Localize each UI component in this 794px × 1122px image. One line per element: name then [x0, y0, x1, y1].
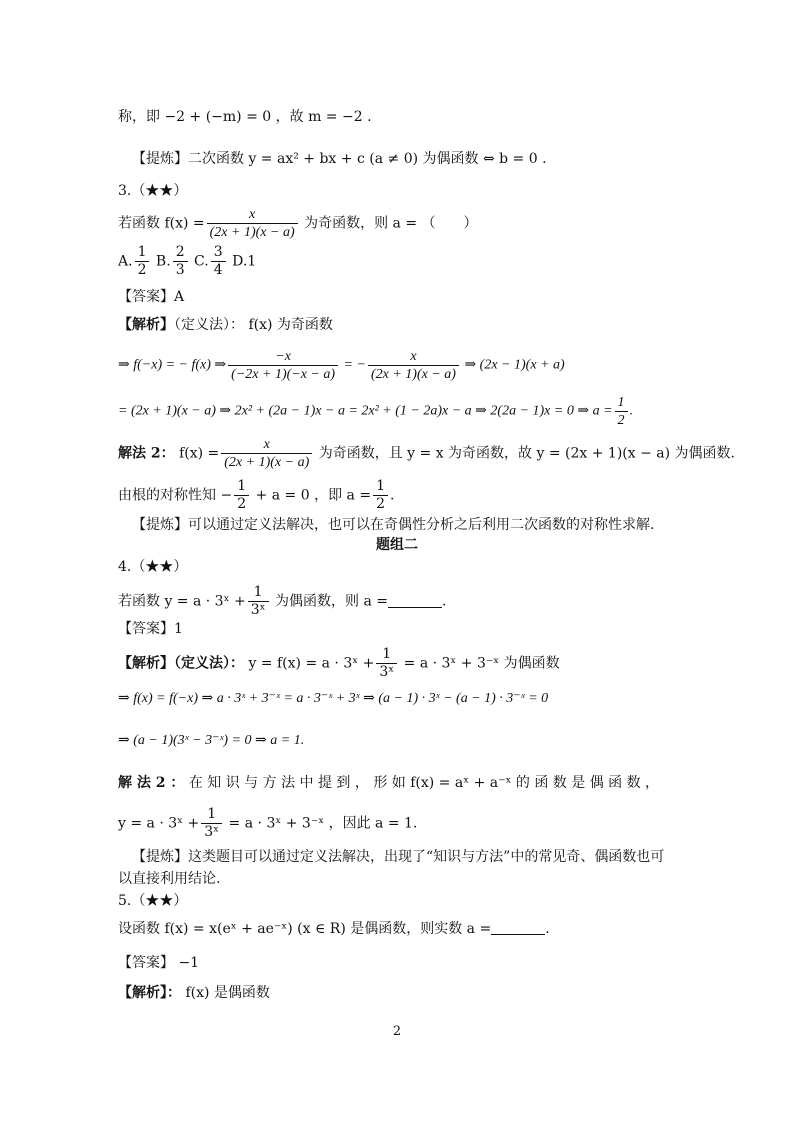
- answer-line: 【答案】A: [118, 289, 185, 305]
- numerator: 2: [173, 244, 188, 262]
- fraction: [234, 478, 249, 513]
- fraction: [207, 206, 298, 241]
- denominator: (2x + 1)(x − a): [209, 225, 295, 240]
- tip-line-continued: 以直接利用结论.: [118, 871, 221, 887]
- math-text: .: [629, 403, 634, 419]
- problem-text: 若函数 y = a · 3ˣ +: [118, 593, 246, 610]
- derivation-line: [118, 394, 633, 429]
- math-text: 为奇函数，且 y = x 为奇函数，故 y = (2x + 1)(x − a) 为偶函数.: [314, 445, 735, 462]
- problem-number: 4.（★★）: [118, 559, 188, 575]
- math-text: f(x) =: [174, 445, 220, 462]
- fraction: [248, 584, 269, 619]
- numerator: 1: [135, 244, 150, 262]
- denominator: 3ˣ: [379, 664, 395, 680]
- math-text: y = a · 3ˣ +: [118, 815, 200, 832]
- analysis-line: [118, 982, 270, 1004]
- fraction: [228, 348, 338, 383]
- choice-label: A.: [118, 253, 133, 270]
- numerator: x: [221, 436, 312, 454]
- numerator: 1: [234, 478, 249, 496]
- denominator: 3ˣ: [204, 824, 220, 840]
- math-text: ⇒ f(−x) = − f(x) ⇒: [118, 357, 227, 373]
- denominator: (2x + 1)(x − a): [224, 455, 310, 470]
- math-text: 由根的对称性知 −: [118, 487, 233, 504]
- derivation-line: [118, 348, 565, 383]
- problem-statement: [118, 206, 478, 241]
- fraction: [221, 436, 312, 471]
- tip-line: 【提炼】可以通过定义法解决，也可以在奇偶性分析之后利用二次函数的对称性求解.: [132, 517, 655, 533]
- page-number: 2: [392, 1024, 402, 1039]
- method-label: 解 法 2 ：: [118, 775, 185, 791]
- fraction: [135, 244, 150, 279]
- numerator: 1: [376, 646, 397, 664]
- answer-line: 【答案】1: [118, 621, 183, 637]
- analysis-text: （定义法）： f(x) 为奇函数: [174, 317, 333, 333]
- analysis-label: 【解析】：: [118, 985, 181, 1001]
- denominator: 2: [237, 496, 247, 512]
- math-text: f(x) 是偶函数: [181, 985, 270, 1001]
- method-label: 解法 2：: [118, 445, 175, 462]
- tip-line: 【提炼】二次函数 y = ax² + bx + c (a ≠ 0) 为偶函数 ⇔ b = 0 .: [132, 151, 547, 167]
- tip-line: 【提炼】这类题目可以通过定义法解决，出现了“知识与方法”中的常见奇、偶函数也可: [132, 849, 665, 865]
- problem-text: 为奇函数，则 a = （ ）: [299, 215, 478, 232]
- numerator: −x: [228, 348, 338, 366]
- choice-label: B.: [151, 253, 171, 270]
- math-text: y = f(x) = a · 3ˣ +: [244, 655, 375, 672]
- text-line: [118, 478, 394, 513]
- denominator: 4: [213, 262, 223, 278]
- denominator: 2: [376, 496, 385, 512]
- math-text: = a · 3ˣ + 3⁻ˣ 为偶函数: [399, 655, 560, 672]
- derivation-line: ⇒ (a − 1)(3ˣ − 3⁻ˣ) = 0 ⇒ a = 1.: [118, 733, 305, 748]
- problem-statement: [118, 584, 446, 619]
- problem-text: .: [545, 921, 550, 937]
- problem-number: 5.（★★）: [118, 893, 188, 909]
- fraction: [368, 348, 459, 383]
- section-heading: 题组二: [376, 537, 418, 553]
- math-text: = a · 3ˣ + 3⁻ˣ ，因此 a = 1.: [224, 815, 418, 832]
- choice-label: D.1: [227, 253, 257, 270]
- answer-blank: [388, 593, 442, 608]
- answer-choices: [118, 244, 256, 279]
- denominator: 2: [617, 413, 625, 428]
- numerator: x: [207, 206, 298, 224]
- choice-label: C.: [189, 253, 209, 270]
- analysis-label: 【解析】（定义法）：: [118, 655, 244, 672]
- numerator: 1: [615, 394, 628, 412]
- math-text: = (2x + 1)(x − a) ⇒ 2x² + (2a − 1)x − a = 2x² + (1 − 2a)x − a ⇒ 2(2a − 1)x = 0 ⇒ a =: [118, 403, 613, 419]
- math-text: ⇒ (2x − 1)(x + a): [460, 357, 565, 373]
- math-text: + a = 0 ，即 a =: [251, 487, 372, 504]
- fraction: [211, 244, 226, 279]
- text-line: 称，即 −2 + (−m) = 0 ，故 m = −2 .: [118, 109, 372, 125]
- denominator: 3: [175, 262, 185, 278]
- problem-number: 3.（★★）: [118, 183, 188, 199]
- math-text: = −: [340, 357, 366, 373]
- answer-blank: [491, 920, 545, 935]
- problem-text: 设函数 f(x) = x(eˣ + ae⁻ˣ) (x ∈ R) 是偶函数，则实数 a =: [118, 921, 492, 937]
- problem-text: 若函数 f(x) =: [118, 215, 205, 232]
- derivation-line: ⇒ f(x) = f(−x) ⇒ a · 3ˣ + 3⁻ˣ = a · 3⁻ˣ + 3ˣ ⇒ (a − 1) · 3ˣ − (a − 1) · 3⁻ˣ = 0: [118, 691, 549, 706]
- denominator: (−2x + 1)(−x − a): [231, 367, 336, 382]
- problem-text: .: [442, 593, 447, 610]
- denominator: (2x + 1)(x − a): [370, 367, 456, 382]
- numerator: 1: [201, 806, 222, 824]
- math-text: .: [389, 487, 395, 504]
- derivation-line: [118, 806, 417, 841]
- analysis-line: [118, 646, 560, 681]
- fraction: [173, 244, 188, 279]
- problem-statement: [118, 918, 550, 940]
- analysis-line: [118, 314, 333, 336]
- method-2-line: [118, 436, 735, 471]
- fraction: [615, 394, 628, 429]
- denominator: 3ˣ: [250, 602, 266, 618]
- fraction: [373, 478, 388, 513]
- math-text: 在 知 识 与 方 法 中 提 到 ， 形 如 f(x) = aˣ + a⁻ˣ 的 函 数 是 偶 函 数 ，: [184, 775, 660, 791]
- fraction: [376, 646, 397, 681]
- answer-line: 【答案】 −1: [118, 955, 200, 971]
- numerator: x: [368, 348, 459, 366]
- numerator: 3: [211, 244, 226, 262]
- analysis-label: 【解析】: [118, 317, 174, 333]
- fraction: [201, 806, 222, 841]
- numerator: 1: [248, 584, 269, 602]
- denominator: 2: [137, 262, 147, 278]
- method-2-line: [118, 772, 659, 794]
- numerator: 1: [373, 478, 388, 496]
- problem-text: 为偶函数，则 a =: [270, 593, 388, 610]
